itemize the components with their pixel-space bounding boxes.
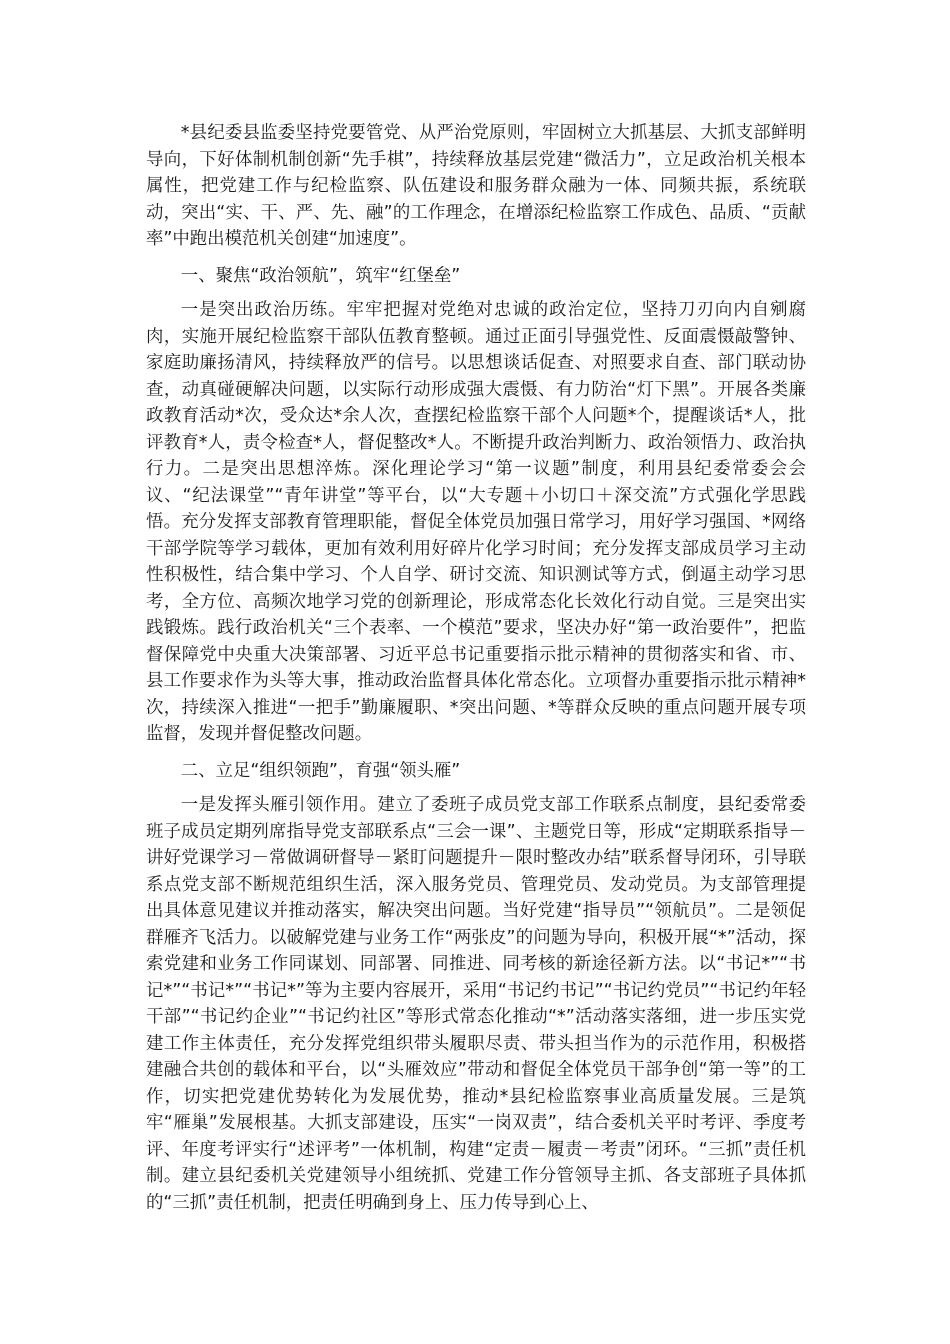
section-1-heading: 一、聚焦“政治领航”，筑牢“红堡垒” bbox=[180, 265, 461, 286]
section-2-heading: 二、立足“组织领跑”，育强“领头雁” bbox=[180, 760, 461, 781]
section-1-body: 一是突出政治历练。牢牢把握对党绝对忠诚的政治定位，坚持刀刃向内自剜腐肉，实施开展纪检监察干部队伍教育整顿。通过正面引导强党性、反面震慑敲警钟、家庭助廉扬清风，持续释放严的信号。以思想谈话促查、对照要求自查、部门联动协查，动真碰硬解决问题，以实际行动形成强大震慑、有力防治“灯下黑”。开展各类廉政教育活动*次，受众达*余人次，查摆纪检监察干部个人问题*个，提醒谈话*人，批评教育*人，责令检查*人，督促整改*人。不断提升政治判断力、政治领悟力、政治执行力。二是突出思想淬炼。深化理论学习“第一议题”制度，利用县纪委常委会会议、“纪法课堂”“青年讲堂”等平台，以“大专题＋小切口＋深交流”方式强化学思践悟。充分发挥支部教育管理职能，督促全体党员加强日常学习，用好学习强国、*网络干部学院等学习载体，更加有效利用好碎片化学习时间；充分发挥支部成员学习主动性积极性，结合集中学习、个人自学、研讨交流、知识测试等方式，倒逼主动学习思考，全方位、高频次地学习党的创新理论，形成常态化长效化行动自觉。三是突出实践锻炼。践行政治机关“三个表率、一个模范”要求，坚决办好“第一政治要件”，把监督保障党中央重大决策部署、习近平总书记重要指示批示精神的贯彻落实和省、市、县工作要求作为头等大事，推动政治监督具体化常态化。立项督办重要指示批示精神*次，持续深入推进“一把手”勤廉履职、*突出问题、*等群众反映的重点问题开展专项监督，发现并督促整改问题。 bbox=[146, 300, 806, 744]
document-page bbox=[146, 120, 806, 1216]
section-2-body: 一是发挥头雁引领作用。建立了委班子成员党支部工作联系点制度，县纪委常委班子成员定期列席指导党支部联系点“三会一课”、主题党日等，形成“定期联系指导－讲好党课学习－常做调研督导－紧盯问题提升－限时整改办结”联系督导闭环，引导联系点党支部不断规范组织生活，深入服务党员、管理党员、发动党员。为支部管理提出具体意见建议并推动落实，解决突出问题。当好党建“指导员”“领航员”。二是领促群雁齐飞活力。以破解党建与业务工作“两张皮”的问题为导向，积极开展“*”活动，探索党建和业务工作同谋划、同部署、同推进、同考核的新途径新方法。以“书记*”“书记*”“书记*”“书记*”等为主要内容展开，采用“书记约书记”“书记约党员”“书记约年轻干部”“书记约企业”“书记约社区”等形式常态化推动“*”活动落实落细，进一步压实党建工作主体责任，充分发挥党组织带头履职尽责、带头担当作为的示范作用，积极搭建融合共创的载体和平台，以“头雁效应”带动和督促全体党员干部争创“第一等”的工作，切实把党建优势转化为发展优势，推动*县纪检监察事业高质量发展。三是筑牢“雁巢”发展根基。大抓支部建设，压实“一岗双责”，结合委机关平时考评、季度考评、年度考评实行“述评考”一体机制，构建“定责－履责－考责”闭环。“三抓”责任机制。建立县纪委机关党建领导小组统抓、党建工作分管领导主抓、各支部班子具体抓的“三抓”责任机制，把责任明确到身上、压力传导到心上、 bbox=[146, 795, 806, 1213]
intro-paragraph: *县纪委县监委坚持党要管党、从严治党原则，牢固树立大抓基层、大抓支部鲜明导向，下好体制机制创新“先手棋”，持续释放基层党建“微活力”，立足政治机关根本属性，把党建工作与纪检监察、队伍建设和服务群众融为一体、同频共振，系统联动，突出“实、干、严、先、融”的工作理念，在增添纪检监察工作成色、品质、“贡献率”中跑出模范机关创建“加速度”。 bbox=[146, 123, 806, 249]
